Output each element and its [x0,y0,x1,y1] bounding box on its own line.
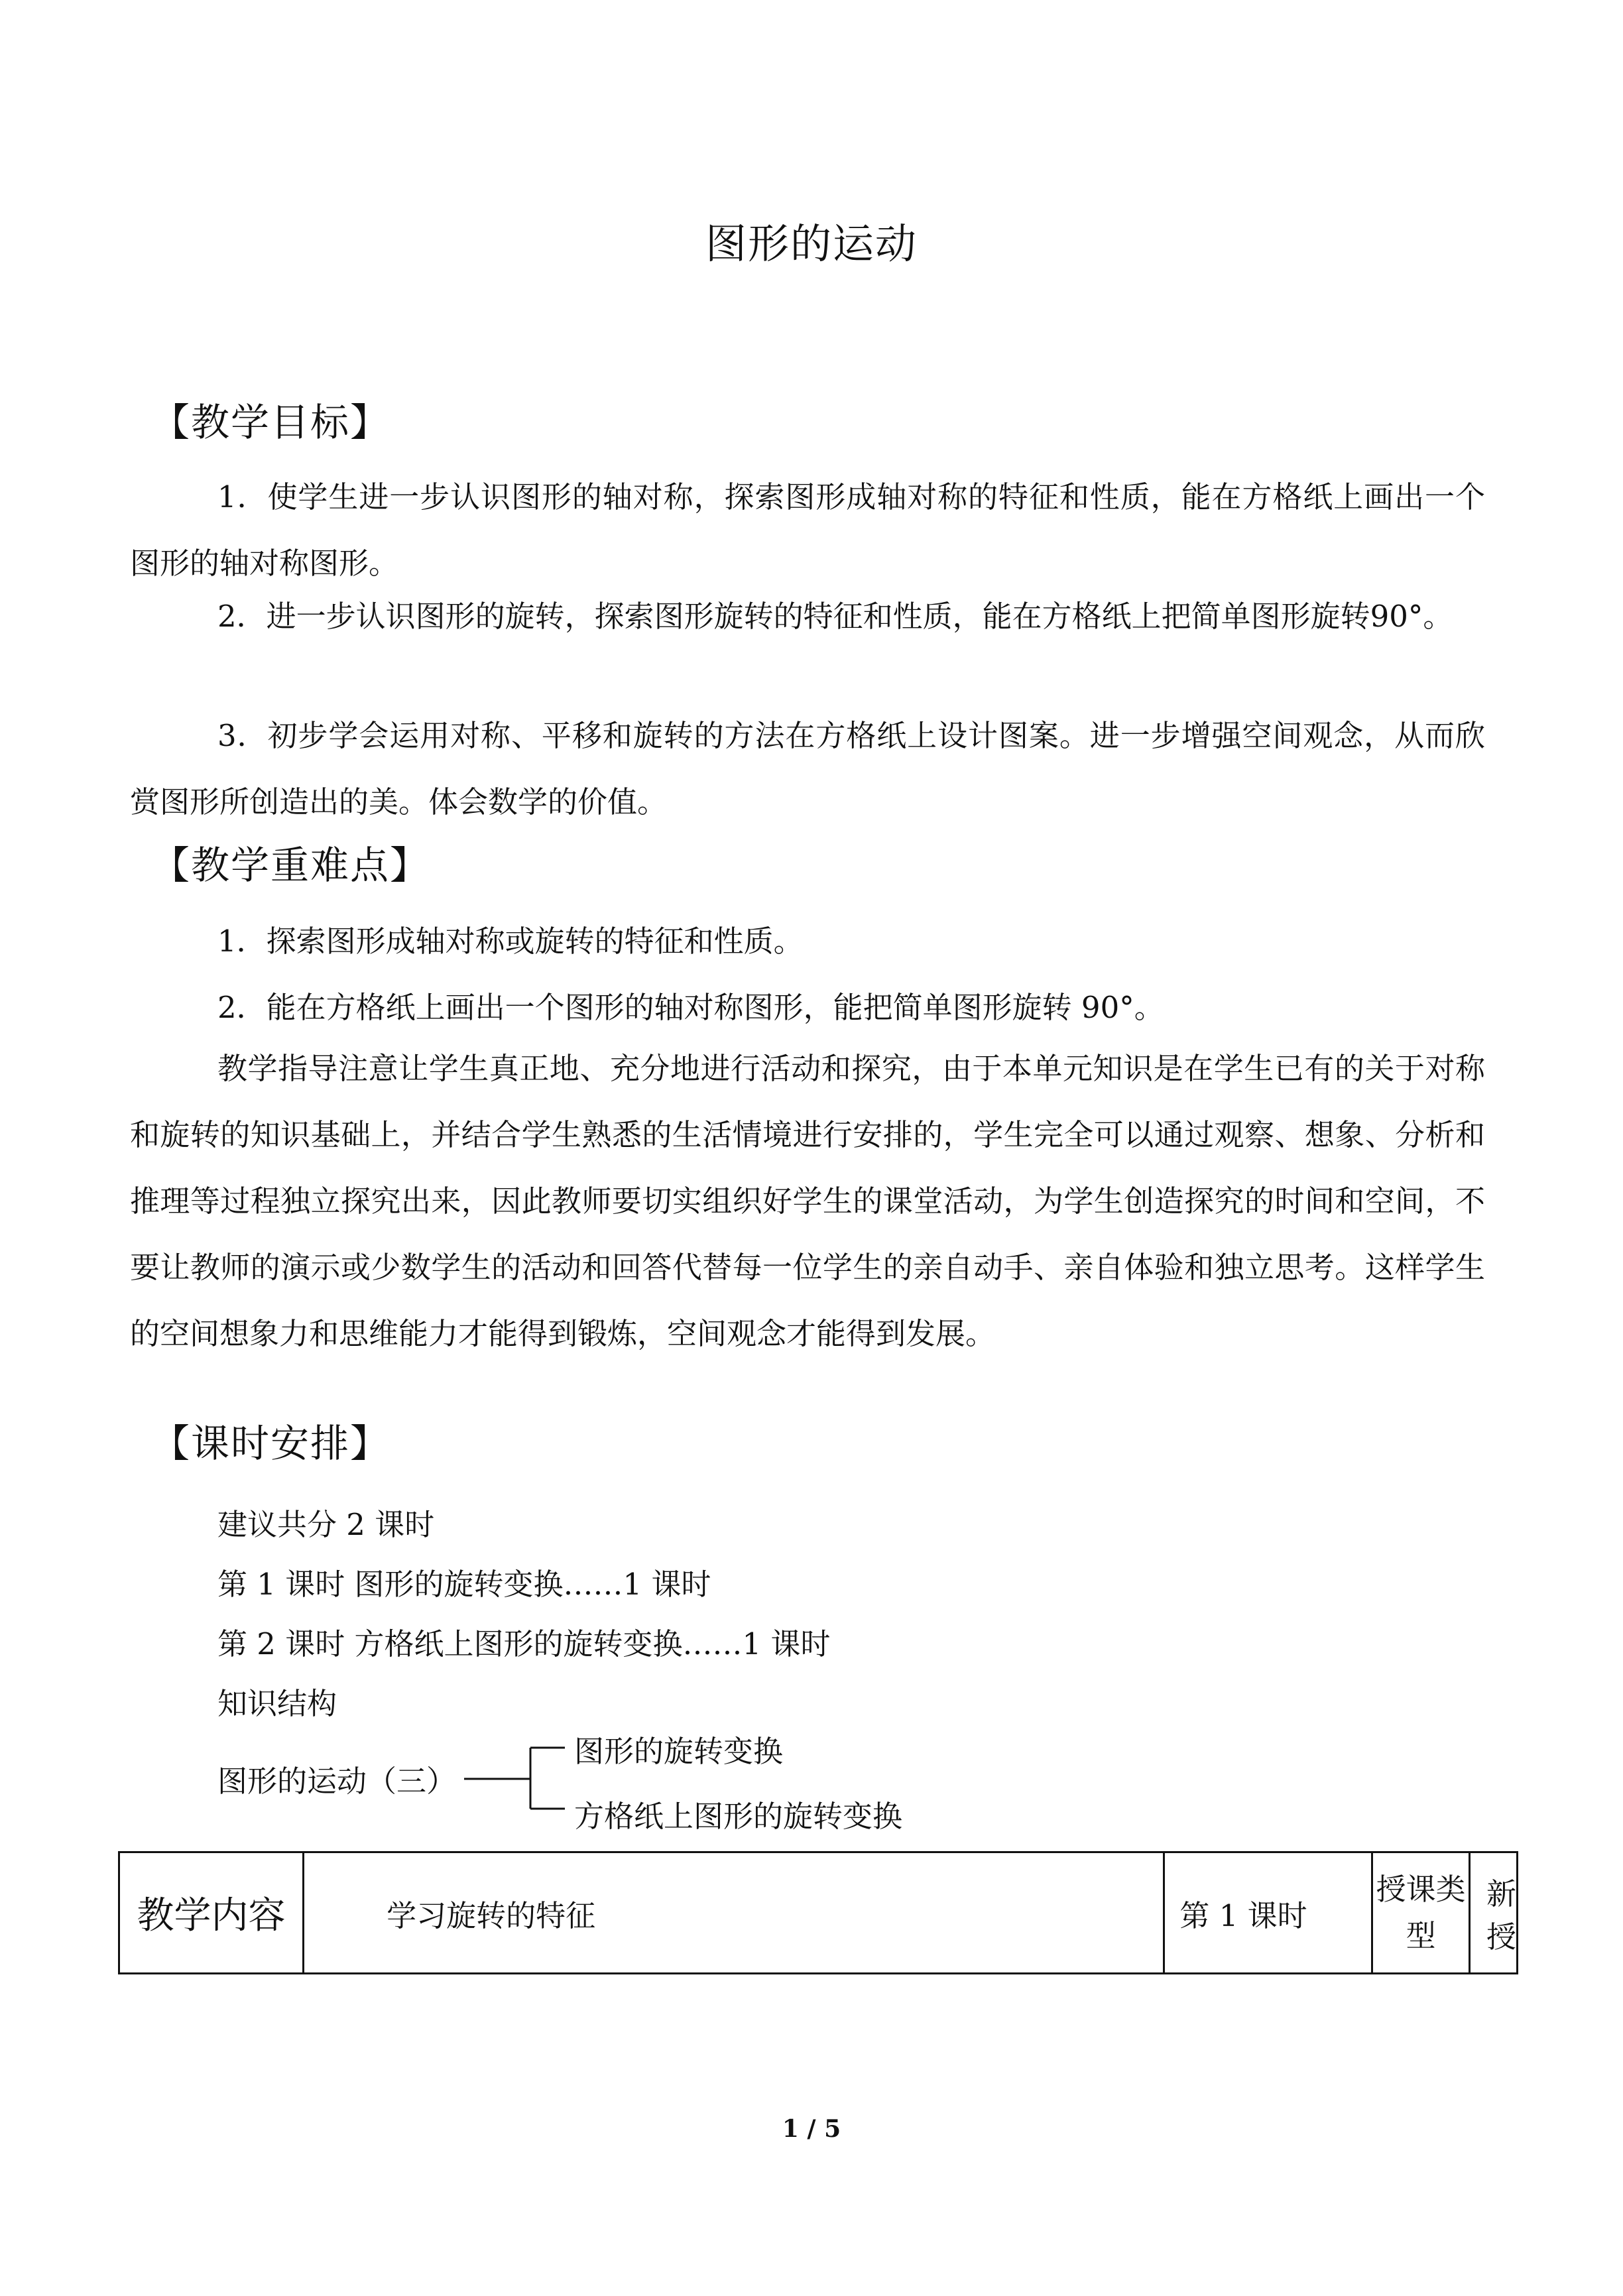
page-title: 图形的运动 [705,219,918,268]
section-heading-schedule: 【课时安排】 [151,1421,391,1466]
structure-label: 知识结构 [217,1686,337,1721]
structure-branch-2: 方格纸上图形的旋转变换 [574,1799,903,1834]
page-number: 1 / 5 [782,2115,841,2143]
table-cell-content: 学习旋转的特征 [304,1852,1164,1974]
table-cell-type: 新授 [1469,1852,1517,1974]
table-cell-label: 教学内容 [119,1852,304,1974]
section-heading-key-points: 【教学重难点】 [151,843,430,888]
teaching-guidance-paragraph: 教学指导注意让学生真正地、充分地进行活动和探究，由于本单元知识是在学生已有的关于对称和旋转的知识基础上，并结合学生熟悉的生活情境进行安排的，学生完全可以通过观察、想象、分析和推理等过程独立探究出来，因此教师要切实组织好学生的课堂活动，为学生创造探究的时间和空间，不要让教师的演示或少数学生的活动和回答代替每一位学生的亲自动手、亲自体验和独立思考。这样学生的空间想象力和思维能力才能得到锻炼，空间观念才能得到发展。 [130,1051,1485,1351]
table-cell-type-label: 授课类型 [1372,1852,1470,1974]
structure-root: 图形的运动（三） [217,1764,457,1799]
schedule-lesson-2: 第 2 课时 方格纸上图形的旋转变换……1 课时 [217,1626,831,1662]
table-row [119,1852,1518,1974]
structure-branch-1: 图形的旋转变换 [574,1734,784,1769]
key-point-1: 1．探索图形成轴对称或旋转的特征和性质。 [217,924,804,959]
schedule-total: 建议共分 2 课时 [217,1507,435,1542]
schedule-lesson-1: 第 1 课时 图形的旋转变换……1 课时 [217,1567,711,1602]
lesson-info-table [118,1851,1518,1974]
section-heading-goals: 【教学目标】 [151,400,391,445]
key-point-2: 2．能在方格纸上画出一个图形的轴对称图形，能把简单图形旋转 90°。 [217,990,1164,1025]
goal-item-2: 2．进一步认识图形的旋转，探索图形旋转的特征和性质，能在方格纸上把简单图形旋转90°。 [217,599,1453,634]
goal-item-1: 1．使学生进一步认识图形的轴对称，探索图形成轴对称的特征和性质，能在方格纸上画出一个图形的轴对称图形。 [130,479,1485,581]
table-cell-lesson: 第 1 课时 [1164,1852,1372,1974]
goal-item-3: 3．初步学会运用对称、平移和旋转的方法在方格纸上设计图案。进一步增强空间观念，从而欣赏图形所创造出的美。体会数学的价值。 [130,718,1485,819]
